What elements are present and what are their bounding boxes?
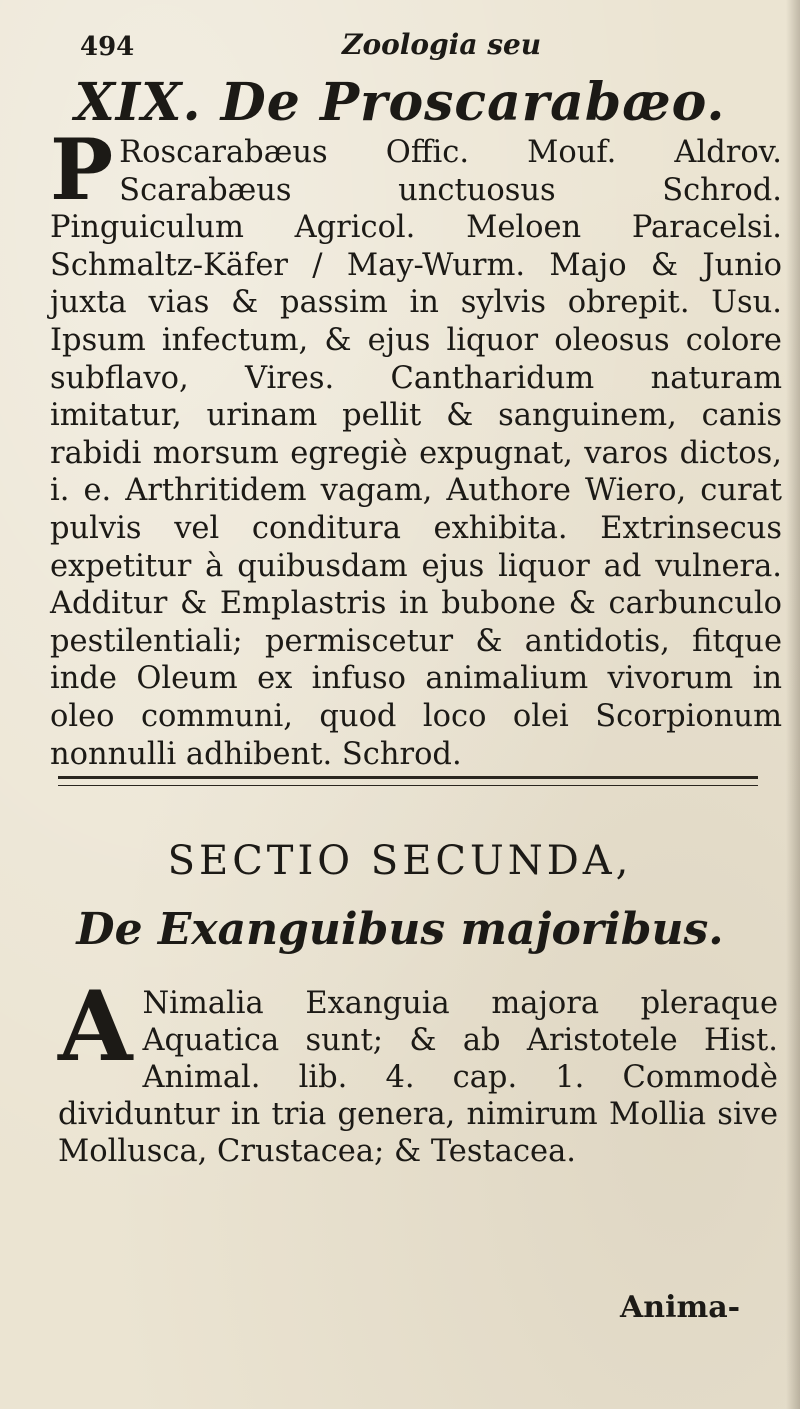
section-heading: SECTIO SECUNDA, [167,838,633,884]
chapter-body [50,120,782,773]
section-body [58,970,778,1170]
section-subheading: De Exanguibus majoribus. [76,904,724,955]
drop-cap: P [50,120,114,219]
section-divider [58,776,758,786]
drop-cap: A [58,970,133,1083]
page-edge-shadow [786,0,800,1409]
page-header [80,28,760,68]
section-paragraph [58,970,778,1170]
chapter-paragraph [50,120,782,773]
paragraph-text: Nimalia Exanguia majora pleraque Aquatica sunt; & ab Aristotele Hist. Animal. lib. 4. cap. 1. Commodè dividuntur in tria genera, nimirum Mollia sive Mollusca, Crustacea; & Testacea. [58,986,778,1169]
paragraph-text: Roscarabæus Offic. Mouf. Aldrov. Scarabæus unctuosus Schrod. Pinguiculum Agricol. Meloen Paracelsi. Schmaltz-Käfer / May-Wurm. Majo & Junio juxta vias & passim in sylvis obrepit. Usu. Ipsum infectum, & ejus liquor oleosus colore subflavo, Vires. Cantharidum naturam imitatur, urinam pellit & sanguinem, canis rabidi morsum egregiè expugnat, varos dictos, i. e. Arthritidem vagam, Authore Wiero, curat pulvis vel conditura exhibita. Extrinsecus expetitur à quibusdam ejus liquor ad vulnera. Additur & Emplastris in bubone & carbunculo pestilentiali; permiscetur & antidotis, fitque inde Oleum ex infuso animalium vivorum in oleo communi, quod loco olei Scorpionum nonnulli adhibent. Schrod. [50,135,782,772]
running-head: Zoologia seu [342,28,542,61]
catchword: Anima- [620,1290,741,1325]
chapter-title: XIX. De Proscarabæo. [74,72,726,133]
page-number: 494 [80,32,135,62]
